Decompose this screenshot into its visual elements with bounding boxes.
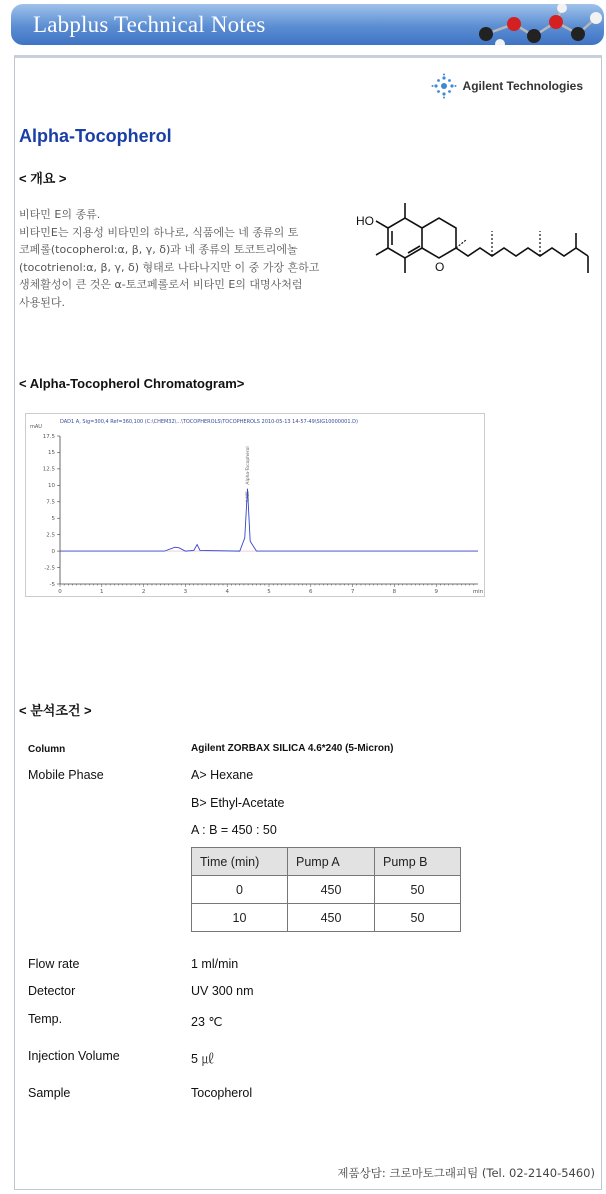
molecule-decoration-icon (474, 4, 604, 45)
x-tick-label: min (472, 589, 484, 595)
agilent-spark-icon (431, 73, 457, 99)
x-tick-label: 3 (183, 589, 188, 595)
footer-contact: 제품상담: 크로마토그래피팀 (Tel. 02-2140-5460) (337, 1166, 595, 1180)
overview-line: 생체활성이 큰 것은 α-토코페롤로서 비타민 E의 대명사처럼 (19, 278, 303, 291)
brand-name: Agilent Technologies (462, 79, 583, 93)
x-tick-label: 2 (141, 589, 146, 595)
banner-title: Labplus Technical Notes (33, 12, 266, 37)
y-tick-label: 12.5 (42, 466, 55, 473)
y-tick-label: 17.5 (42, 433, 55, 440)
y-tick-label: 10 (48, 483, 55, 490)
overview-line: 사용된다. (19, 295, 66, 309)
x-tick-label: 4 (225, 589, 229, 595)
injection-volume-value: 5 ㎕ (191, 1052, 214, 1066)
page-title: Alpha-Tocopherol (19, 126, 172, 146)
table-cell: 450 (288, 876, 375, 904)
pump-gradient-table (191, 847, 461, 932)
x-tick-label: 0 (58, 589, 62, 595)
chromatogram-svg (26, 414, 484, 596)
hydroxyl-label: HO (356, 214, 374, 228)
overview-line: 코페롤(tocopherol:α, β, γ, δ)과 네 종류의 토코트리에놀 (19, 243, 298, 256)
overview-line: (tocotrienol:α, β, γ, δ) 형태로 나타나지만 이 중 가장 흔하고 (19, 260, 320, 274)
x-tick-label: 6 (309, 589, 313, 595)
chromatogram-trace (60, 489, 478, 551)
table-header: Pump A (288, 848, 375, 876)
table-header: Time (min) (192, 848, 288, 876)
peak-label: Alpha-Tocopherol (245, 446, 251, 485)
table-cell: 10 (192, 904, 288, 932)
injection-volume-label: Injection Volume (28, 1049, 120, 1063)
detector-label: Detector (28, 984, 76, 998)
table-cell: 450 (288, 904, 375, 932)
x-tick-label: 7 (350, 589, 355, 595)
y-tick-label: 7.5 (46, 499, 55, 506)
flow-rate-label: Flow rate (28, 957, 80, 971)
chromatogram-header-text: DAD1 A, Sig=300,4 Ref=360,100 (C:\CHEM32\...\TOCOPHEROLS\TOCOPHEROLS 2010-05-13 14-57-49\SIG10000001.D) (60, 419, 358, 425)
table-row (192, 876, 461, 904)
chromatogram-heading: < Alpha-Tocopherol Chromatogram> (19, 376, 245, 391)
mobile-phase-ratio: A : B = 450 : 50 (191, 823, 277, 837)
agilent-logo (431, 73, 583, 99)
svg-text:O: O (435, 260, 445, 274)
x-tick-label: 1 (100, 589, 104, 595)
x-tick-label: 9 (434, 589, 438, 595)
peak-retention-time: 4.485 (244, 491, 250, 503)
overview-description (19, 206, 349, 311)
column-value: Agilent ZORBAX SILICA 4.6*240 (5-Micron) (191, 743, 394, 754)
table-header-row (192, 848, 461, 876)
temp-value: 23 ℃ (191, 1015, 223, 1029)
mobile-phase-a: A> Hexane (191, 768, 254, 782)
y-axis-unit: mAU (30, 424, 42, 430)
table-cell: 0 (192, 876, 288, 904)
table-header: Pump B (375, 848, 461, 876)
y-tick-label: -5 (49, 581, 55, 588)
content-panel (14, 55, 602, 1190)
conditions-heading: < 분석조건 > (19, 703, 92, 718)
header-banner (11, 4, 604, 45)
sample-label: Sample (28, 1086, 71, 1100)
sample-value: Tocopherol (191, 1086, 253, 1100)
x-tick-label: 8 (392, 589, 397, 595)
overview-line: 비타민E는 지용성 비타민의 하나로, 식품에는 네 종류의 토 (19, 225, 299, 239)
detector-value: UV 300 nm (191, 984, 254, 998)
y-tick-label: 0 (51, 548, 55, 555)
column-label: Column (28, 744, 66, 755)
table-row (192, 904, 461, 932)
mobile-phase-b: B> Ethyl-Acetate (191, 796, 285, 810)
x-tick-label: 5 (267, 589, 271, 595)
mobile-phase-label: Mobile Phase (28, 768, 104, 782)
chromatogram-chart (25, 413, 485, 597)
y-tick-label: -2.5 (44, 565, 55, 572)
y-tick-label: 5 (51, 516, 55, 523)
tocopherol-structure-diagram (350, 193, 590, 303)
y-tick-label: 2.5 (46, 532, 55, 539)
overview-heading: < 개요 > (19, 171, 67, 186)
flow-rate-value: 1 ml/min (191, 957, 239, 971)
table-cell: 50 (375, 876, 461, 904)
table-cell: 50 (375, 904, 461, 932)
temp-label: Temp. (28, 1012, 63, 1026)
overview-line: 비타민 E의 종류. (19, 208, 101, 221)
y-tick-label: 15 (48, 450, 55, 457)
